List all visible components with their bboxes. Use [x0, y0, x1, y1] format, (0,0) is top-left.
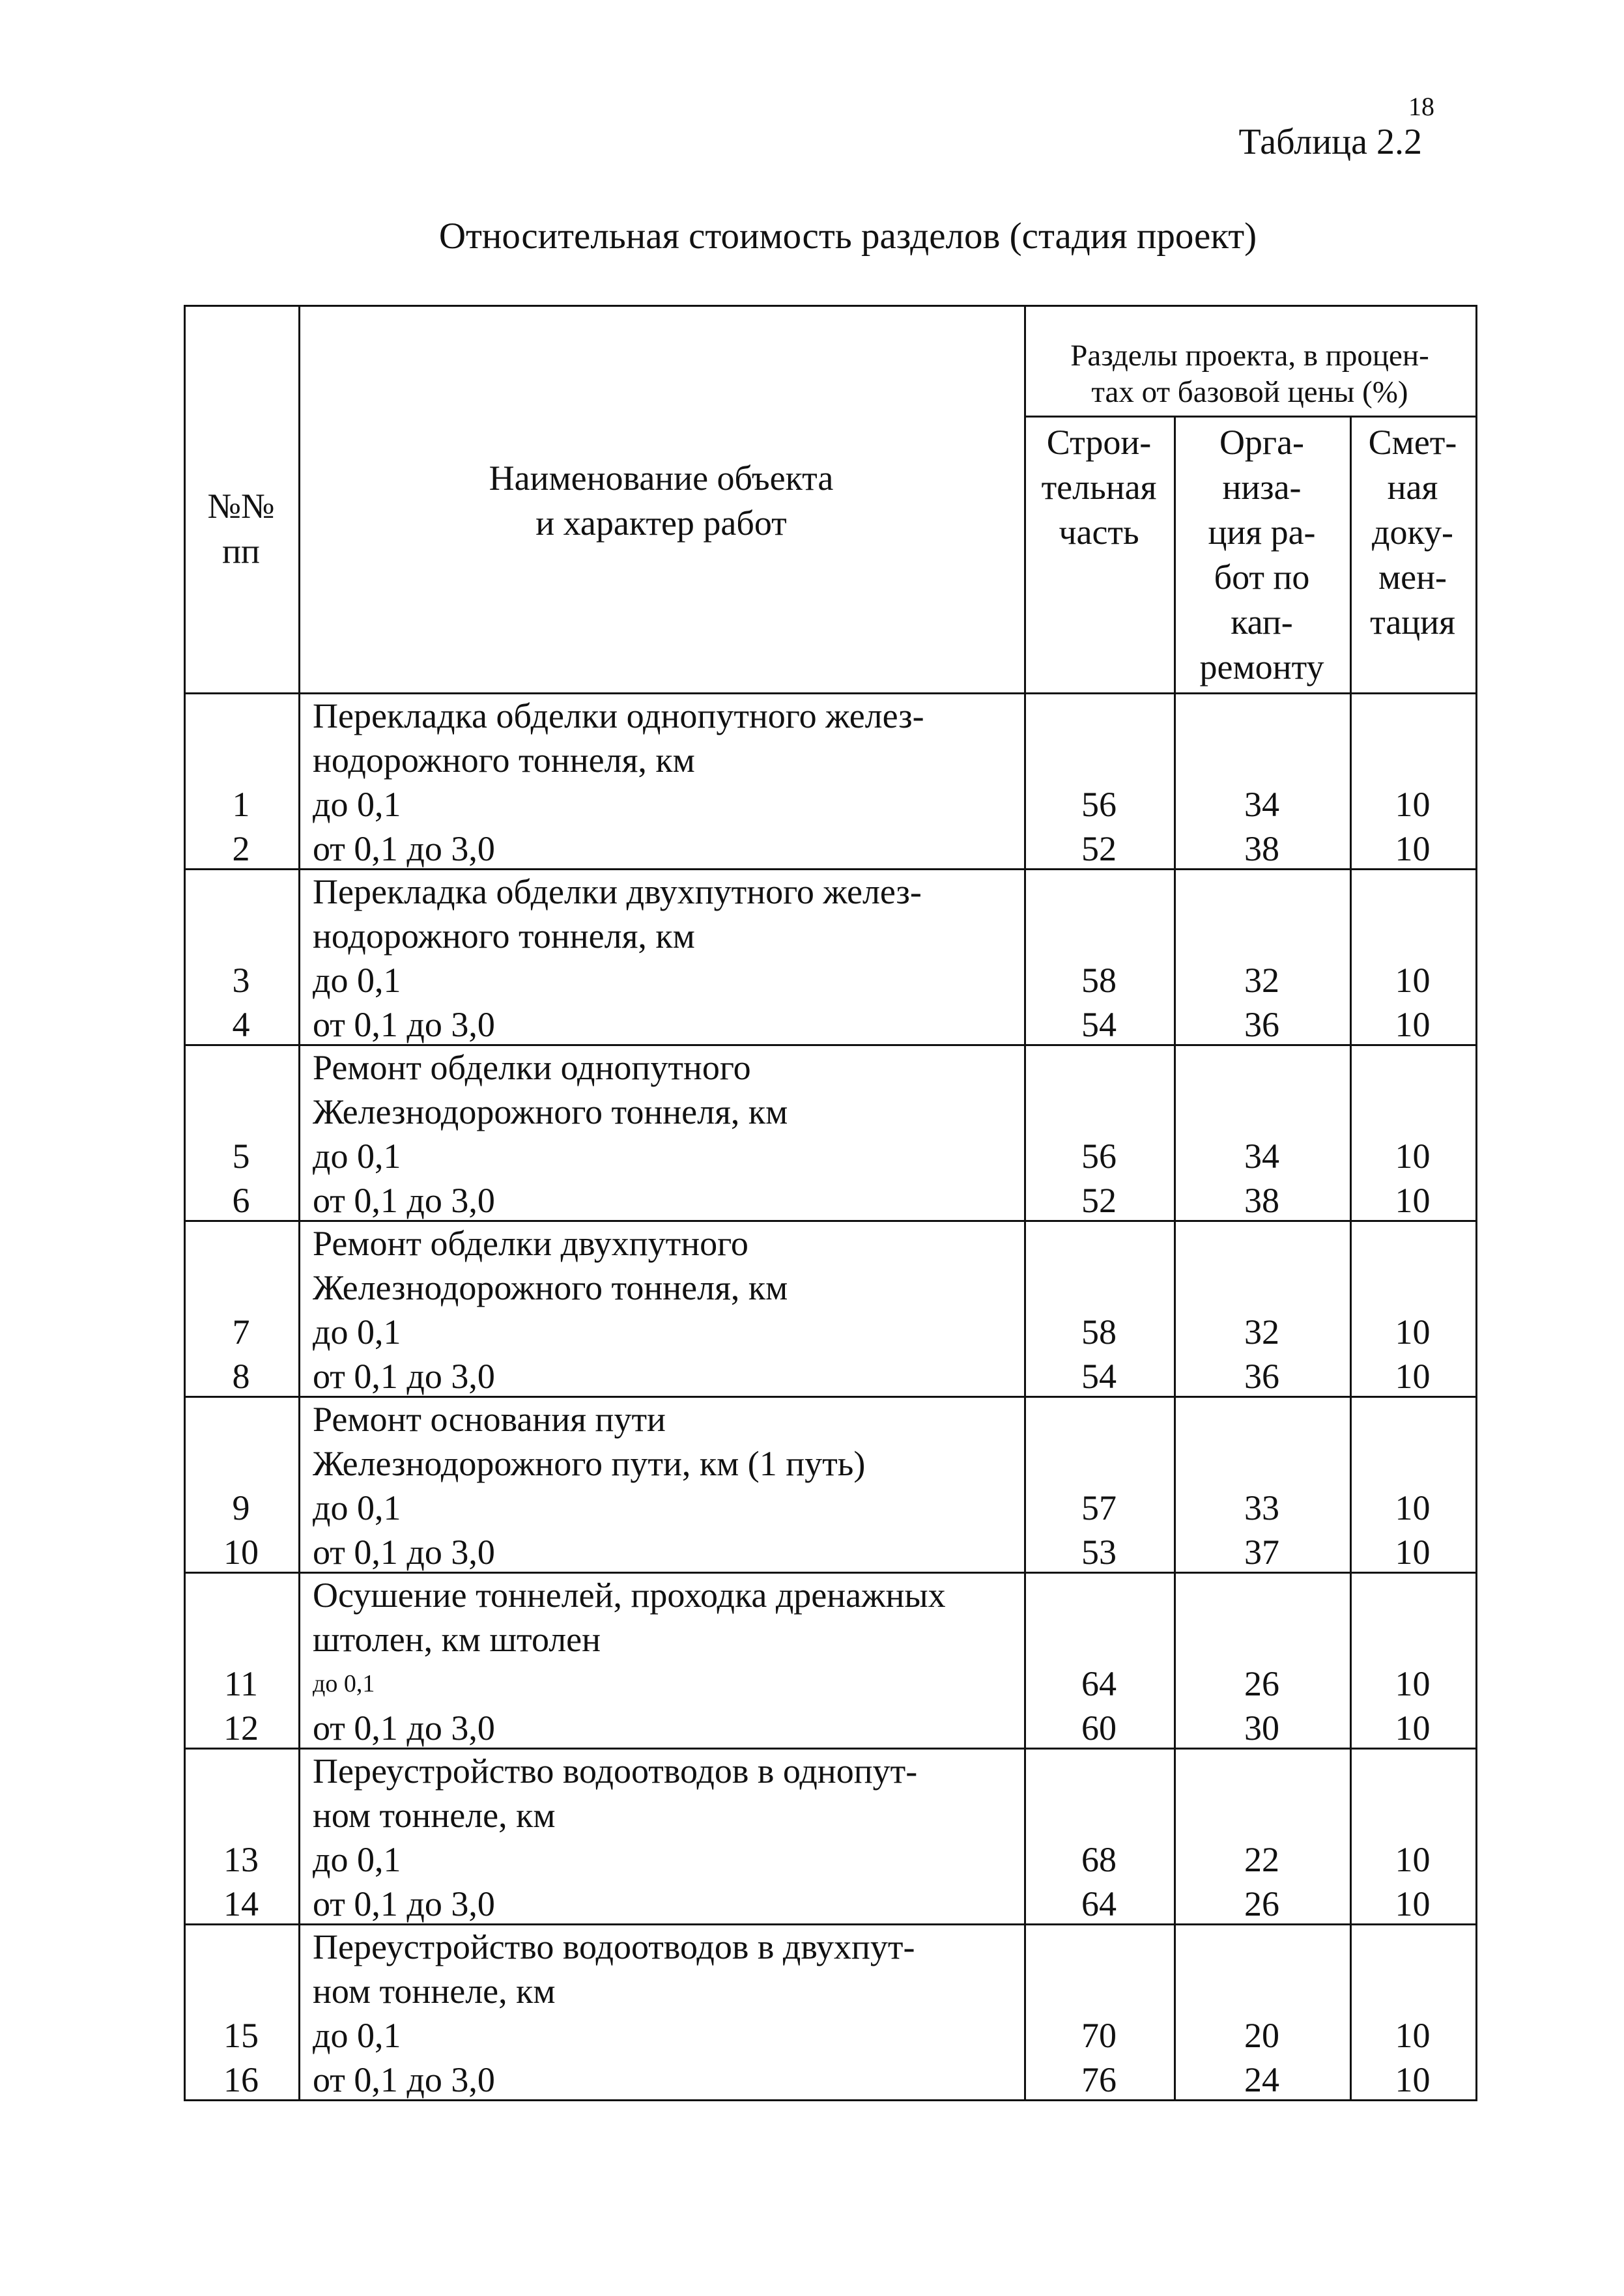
- group-title-line: Переустройство водоотводов в однопут-: [313, 1751, 918, 1791]
- header-name-line: и характер работ: [535, 503, 787, 543]
- header-work-organization-line: кап-: [1231, 602, 1293, 642]
- row-label: от 0,1 до 3,0: [313, 1533, 495, 1572]
- value-estimate-docs: 10: [1395, 1533, 1431, 1572]
- row-label: от 0,1 до 3,0: [313, 829, 495, 868]
- value-construction-part: 57: [1081, 1488, 1117, 1527]
- group-title-line: Железнодорожного пути, км (1 путь): [313, 1444, 866, 1483]
- value-construction-part: 53: [1081, 1533, 1117, 1572]
- value-work-organization: 24: [1244, 2060, 1279, 2099]
- row-number: 4: [232, 1005, 250, 1044]
- group-title-line: Ремонт обделки двухпутного: [313, 1224, 748, 1263]
- value-work-organization: 30: [1244, 1708, 1279, 1748]
- value-construction-part: 56: [1081, 785, 1117, 824]
- value-construction-part: 58: [1081, 961, 1117, 1000]
- row-label: от 0,1 до 3,0: [313, 1884, 495, 1923]
- document-title: Относительная стоимость разделов (стадия проект): [438, 216, 1257, 257]
- value-work-organization: 33: [1244, 1488, 1279, 1527]
- value-work-organization: 20: [1244, 2016, 1279, 2055]
- value-estimate-docs: 10: [1395, 1884, 1431, 1923]
- row-label: от 0,1 до 3,0: [313, 2060, 495, 2099]
- group-title-line: ном тоннеле, км: [313, 1972, 556, 2011]
- value-construction-part: 54: [1081, 1005, 1117, 1044]
- header-split-rule: [1024, 416, 1477, 418]
- row-label: от 0,1 до 3,0: [313, 1708, 495, 1748]
- group-title-line: нодорожного тоннеля, км: [313, 741, 695, 780]
- group-title-line: ном тоннеле, км: [313, 1796, 556, 1835]
- row-label: до 0,1: [313, 785, 401, 824]
- group-title-line: штолен, км штолен: [313, 1620, 601, 1659]
- header-estimate-docs-line: мен-: [1378, 558, 1447, 597]
- value-work-organization: 32: [1244, 961, 1279, 1000]
- header-estimate-docs-line: ная: [1387, 468, 1438, 507]
- header-name-line: Наименование объекта: [489, 459, 834, 498]
- row-label: от 0,1 до 3,0: [313, 1005, 495, 1044]
- row-number: 1: [232, 785, 250, 824]
- row-label: до 0,1: [313, 1312, 401, 1352]
- page-number: 18: [1408, 92, 1434, 121]
- value-work-organization: 34: [1244, 1137, 1279, 1176]
- value-construction-part: 52: [1081, 1181, 1117, 1220]
- header-estimate-docs-line: Смет-: [1368, 423, 1457, 462]
- value-estimate-docs: 10: [1395, 2016, 1431, 2055]
- value-estimate-docs: 10: [1395, 1664, 1431, 1703]
- row-number: 11: [224, 1664, 258, 1703]
- table-right-border: [1475, 305, 1477, 2101]
- value-work-organization: 22: [1244, 1840, 1279, 1879]
- value-estimate-docs: 10: [1395, 1488, 1431, 1527]
- value-construction-part: 60: [1081, 1708, 1117, 1748]
- header-number-line: №№: [207, 487, 275, 526]
- group-title-line: Переустройство водоотводов в двухпут-: [313, 1927, 915, 1966]
- value-estimate-docs: 10: [1395, 1005, 1431, 1044]
- group-title-line: Ремонт обделки однопутного: [313, 1048, 751, 1087]
- table-top-border: [184, 305, 1477, 307]
- row-label: до 0,1: [313, 1137, 401, 1176]
- value-estimate-docs: 10: [1395, 1840, 1431, 1879]
- value-estimate-docs: 10: [1395, 2060, 1431, 2099]
- value-estimate-docs: 10: [1395, 1312, 1431, 1352]
- value-construction-part: 58: [1081, 1312, 1117, 1352]
- table-label: Таблица 2.2: [1238, 122, 1422, 162]
- cost-table: [184, 305, 1475, 2099]
- header-work-organization-line: ция ра-: [1208, 513, 1316, 552]
- row-number: 10: [223, 1533, 259, 1572]
- group-title-line: Железнодорожного тоннеля, км: [313, 1092, 788, 1131]
- header-work-organization-line: Орга-: [1219, 423, 1305, 462]
- header-estimate-docs-line: тация: [1370, 602, 1455, 642]
- value-construction-part: 64: [1081, 1884, 1117, 1923]
- row-label: от 0,1 до 3,0: [313, 1181, 495, 1220]
- header-sections-group-line: тах от базовой цены (%): [1091, 375, 1408, 409]
- value-estimate-docs: 10: [1395, 1357, 1431, 1396]
- value-construction-part: 52: [1081, 829, 1117, 868]
- row-number: 5: [232, 1137, 250, 1176]
- value-work-organization: 32: [1244, 1312, 1279, 1352]
- value-work-organization: 34: [1244, 785, 1279, 824]
- row-number: 9: [232, 1488, 250, 1527]
- header-sections-group-line: Разделы проекта, в процен-: [1070, 339, 1429, 373]
- value-work-organization: 26: [1244, 1884, 1279, 1923]
- group-title-line: Перекладка обделки однопутного желез-: [313, 696, 924, 735]
- value-construction-part: 56: [1081, 1137, 1117, 1176]
- header-construction-part-line: часть: [1059, 513, 1139, 552]
- row-label: до 0,1: [313, 1488, 401, 1527]
- row-label: до 0,1: [313, 1670, 375, 1697]
- value-estimate-docs: 10: [1395, 1137, 1431, 1176]
- group-title-line: Перекладка обделки двухпутного желез-: [313, 872, 922, 911]
- row-label: до 0,1: [313, 1840, 401, 1879]
- row-label: до 0,1: [313, 961, 401, 1000]
- row-number: 8: [232, 1357, 250, 1396]
- value-construction-part: 76: [1081, 2060, 1117, 2099]
- value-work-organization: 36: [1244, 1005, 1279, 1044]
- row-number: 3: [232, 961, 250, 1000]
- header-number-line: пп: [222, 531, 260, 571]
- value-work-organization: 26: [1244, 1664, 1279, 1703]
- value-work-organization: 38: [1244, 829, 1279, 868]
- row-label: от 0,1 до 3,0: [313, 1357, 495, 1396]
- value-estimate-docs: 10: [1395, 1708, 1431, 1748]
- group-title-line: нодорожного тоннеля, км: [313, 916, 695, 956]
- header-work-organization-line: ремонту: [1199, 647, 1324, 687]
- row-number: 16: [223, 2060, 259, 2099]
- row-number: 7: [232, 1312, 250, 1352]
- group-title-line: Осушение тоннелей, проходка дренажных: [313, 1576, 946, 1615]
- header-construction-part-line: тельная: [1041, 468, 1157, 507]
- header-construction-part-line: Строи-: [1046, 423, 1152, 462]
- row-number: 13: [223, 1840, 259, 1879]
- row-number: 2: [232, 829, 250, 868]
- group-title-line: Железнодорожного тоннеля, км: [313, 1268, 788, 1307]
- group-title-line: Ремонт основания пути: [313, 1400, 666, 1439]
- value-estimate-docs: 10: [1395, 1181, 1431, 1220]
- value-work-organization: 36: [1244, 1357, 1279, 1396]
- value-construction-part: 70: [1081, 2016, 1117, 2055]
- row-number: 15: [223, 2016, 259, 2055]
- value-estimate-docs: 10: [1395, 785, 1431, 824]
- row-number: 6: [232, 1181, 250, 1220]
- value-construction-part: 54: [1081, 1357, 1117, 1396]
- row-number: 12: [223, 1708, 259, 1748]
- value-estimate-docs: 10: [1395, 961, 1431, 1000]
- column-rule: [298, 305, 300, 2101]
- row-label: до 0,1: [313, 2016, 401, 2055]
- value-estimate-docs: 10: [1395, 829, 1431, 868]
- value-construction-part: 64: [1081, 1664, 1117, 1703]
- row-number: 14: [223, 1884, 259, 1923]
- value-construction-part: 68: [1081, 1840, 1117, 1879]
- header-estimate-docs-line: доку-: [1372, 513, 1453, 552]
- value-work-organization: 37: [1244, 1533, 1279, 1572]
- value-work-organization: 38: [1244, 1181, 1279, 1220]
- header-work-organization-line: низа-: [1222, 468, 1302, 507]
- header-work-organization-line: бот по: [1214, 558, 1310, 597]
